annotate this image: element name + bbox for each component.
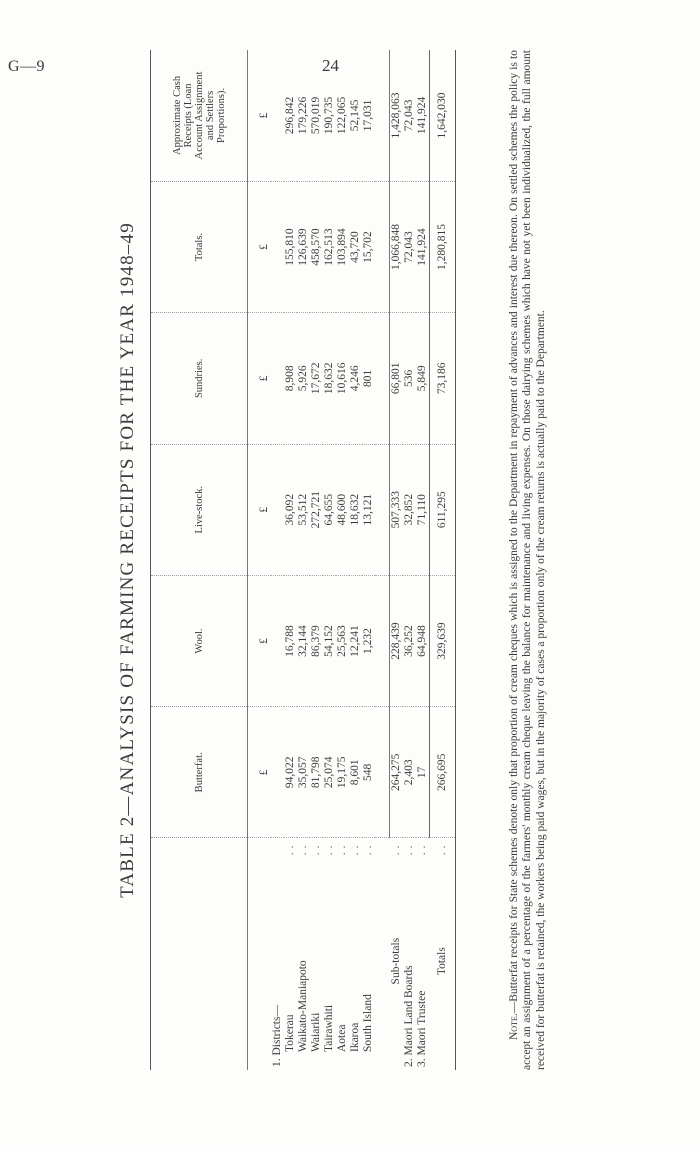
rotated-table-section: [108, 50, 578, 1070]
cell-butterfat: 548: [362, 707, 375, 838]
cell-cash: 122,065: [336, 50, 349, 181]
cell-wool: 16,788: [284, 575, 297, 706]
cell-totals: 141,924: [416, 181, 430, 312]
table-title: TABLE 2—ANALYSIS OF FARMING RECEIPTS FOR THE YEAR 1948–49: [117, 222, 138, 898]
cell-livestock: 13,121: [362, 444, 375, 575]
cell-totals: 162,513: [323, 181, 336, 312]
cell-cash: 179,226: [297, 50, 310, 181]
cell-livestock: 32,852: [403, 444, 416, 575]
cell-sundries: 73,186: [430, 313, 456, 444]
cell-wool: 228,439: [390, 575, 404, 706]
cell-sundries: 10,616: [336, 313, 349, 444]
table-row: [349, 50, 362, 1070]
table-row: [284, 50, 297, 1070]
page-code: G—9: [8, 58, 46, 75]
cell-sundries: 17,672: [310, 313, 323, 444]
cell-sundries: 8,908: [284, 313, 297, 444]
cell-livestock: 272,721: [310, 444, 323, 575]
table-row: [297, 50, 310, 1070]
cell-sundries: 5,849: [416, 313, 430, 444]
cell-livestock: 18,632: [349, 444, 362, 575]
currency-cell: £: [248, 181, 272, 312]
header-totals: Totals.: [151, 181, 248, 312]
table-row: [336, 50, 349, 1070]
row-label: Waikato-Maniapoto ..: [297, 841, 309, 1052]
currency-label-cell: [248, 838, 272, 1070]
cell-cash: 17,031: [362, 50, 375, 181]
cell-totals: 458,570: [310, 181, 323, 312]
cell-butterfat: 8,601: [349, 707, 362, 838]
cell-totals: 126,639: [297, 181, 310, 312]
cell-cash: 296,842: [284, 50, 297, 181]
subtotals-row: [390, 50, 404, 1070]
table-row: [323, 50, 336, 1070]
cell-butterfat: 17: [416, 707, 430, 838]
cell-butterfat: 2,403: [403, 707, 416, 838]
header-livestock: Live-stock.: [151, 444, 248, 575]
currency-cell: £: [248, 50, 272, 181]
header-cash-line3: Account Assignment: [193, 71, 205, 160]
cell-butterfat: 264,275: [390, 707, 404, 838]
currency-cell: £: [248, 313, 272, 444]
cell-butterfat: 25,074: [323, 707, 336, 838]
row-label: Totals ..: [430, 838, 456, 1070]
cell-cash: 1,428,063: [390, 50, 404, 181]
cell-totals: 15,702: [362, 181, 375, 312]
row-label: Sub-totals ..: [389, 841, 402, 985]
cell-butterfat: 266,695: [430, 707, 456, 838]
header-cash-line1: Approximate Cash: [171, 75, 183, 155]
maori-trustee-row: [416, 50, 430, 1070]
cell-cash: 1,642,030: [430, 50, 456, 181]
header-butterfat: Butterfat.: [151, 707, 248, 838]
cell-cash: 570,019: [310, 50, 323, 181]
table-note: [508, 50, 549, 1070]
currency-cell: £: [248, 575, 272, 706]
cell-sundries: 66,801: [390, 313, 404, 444]
cell-wool: 329,639: [430, 575, 456, 706]
header-sundries: Sundries.: [151, 313, 248, 444]
cell-butterfat: 19,175: [336, 707, 349, 838]
cell-wool: 86,379: [310, 575, 323, 706]
cell-wool: 54,152: [323, 575, 336, 706]
cell-wool: 25,563: [336, 575, 349, 706]
currency-row: [248, 50, 272, 1070]
cell-cash: 52,145: [349, 50, 362, 181]
header-cash-receipts: [151, 50, 248, 181]
cell-totals: 1,066,848: [390, 181, 404, 312]
cell-livestock: 48,600: [336, 444, 349, 575]
cell-wool: 64,948: [416, 575, 430, 706]
header-label: [151, 838, 248, 1070]
cell-wool: 32,144: [297, 575, 310, 706]
cell-livestock: 507,333: [390, 444, 404, 575]
cell-cash: 141,924: [416, 50, 430, 181]
cell-livestock: 64,655: [323, 444, 336, 575]
cell-livestock: 36,092: [284, 444, 297, 575]
currency-cell: £: [248, 707, 272, 838]
cell-butterfat: 35,057: [297, 707, 310, 838]
page-number: 24: [322, 56, 339, 75]
cell-wool: 12,241: [349, 575, 362, 706]
cell-livestock: 611,295: [430, 444, 456, 575]
cell-sundries: 4,246: [349, 313, 362, 444]
table-row: [310, 50, 323, 1070]
note-heading: Note.: [507, 1013, 520, 1040]
cell-wool: 1,232: [362, 575, 375, 706]
row-label: Waiariki ..: [310, 841, 322, 1052]
cell-livestock: 53,512: [297, 444, 310, 575]
note-text: —Butterfat receipts for State schemes denote only that proportion of cream cheques which is assigned to the Department in repayment of advances and interest due thereon. On settled schemes the policy is to accept an assignment of a percentage of the farmers' monthly cream cheque leaving the balance for maintenance and living expenses. On those dairying schemes which have not yet been individualized, the full amount received for butterfat is retained, the workers being paid wages, but in the majority of cases a proportion only of the cream returns is actually paid to the Department.: [507, 50, 547, 1070]
row-label: South Island ..: [362, 841, 374, 1052]
header-cash-line4: and Settlers: [204, 90, 216, 141]
row-label: 2. Maori Land Boards ..: [403, 841, 415, 1067]
cell-totals: 103,894: [336, 181, 349, 312]
header-cash-line5: Proportions).: [215, 87, 227, 143]
currency-cell: £: [248, 444, 272, 575]
row-label: Tairawhiti ..: [323, 841, 335, 1052]
districts-heading: 1. Districts—: [271, 1005, 283, 1067]
cell-sundries: 536: [403, 313, 416, 444]
table-row: [362, 50, 375, 1070]
cell-totals: 155,810: [284, 181, 297, 312]
cell-butterfat: 81,798: [310, 707, 323, 838]
row-label: Ikaroa ..: [349, 841, 361, 1052]
cell-totals: 72,043: [403, 181, 416, 312]
cell-totals: 1,280,815: [430, 181, 456, 312]
cell-sundries: 801: [362, 313, 375, 444]
header-cash-line2: Receipts (Loan: [182, 83, 194, 148]
row-label: Aotea ..: [336, 841, 348, 1052]
cell-sundries: 18,632: [323, 313, 336, 444]
cell-cash: 72,043: [403, 50, 416, 181]
header-wool: Wool.: [151, 575, 248, 706]
cell-wool: 36,252: [403, 575, 416, 706]
totals-row: [430, 50, 456, 1070]
row-label: 3. Maori Trustee ..: [416, 841, 429, 1067]
header-row: [151, 50, 248, 1070]
cell-totals: 43,720: [349, 181, 362, 312]
cell-livestock: 71,110: [416, 444, 430, 575]
cell-sundries: 5,926: [297, 313, 310, 444]
maori-land-boards-row: [403, 50, 416, 1070]
cell-cash: 190,735: [323, 50, 336, 181]
farming-receipts-table: [150, 50, 456, 1070]
row-label: Tokerau ..: [284, 841, 296, 1052]
spacer-row: [375, 50, 390, 1070]
cell-butterfat: 94,022: [284, 707, 297, 838]
districts-heading-row: [271, 50, 284, 1070]
